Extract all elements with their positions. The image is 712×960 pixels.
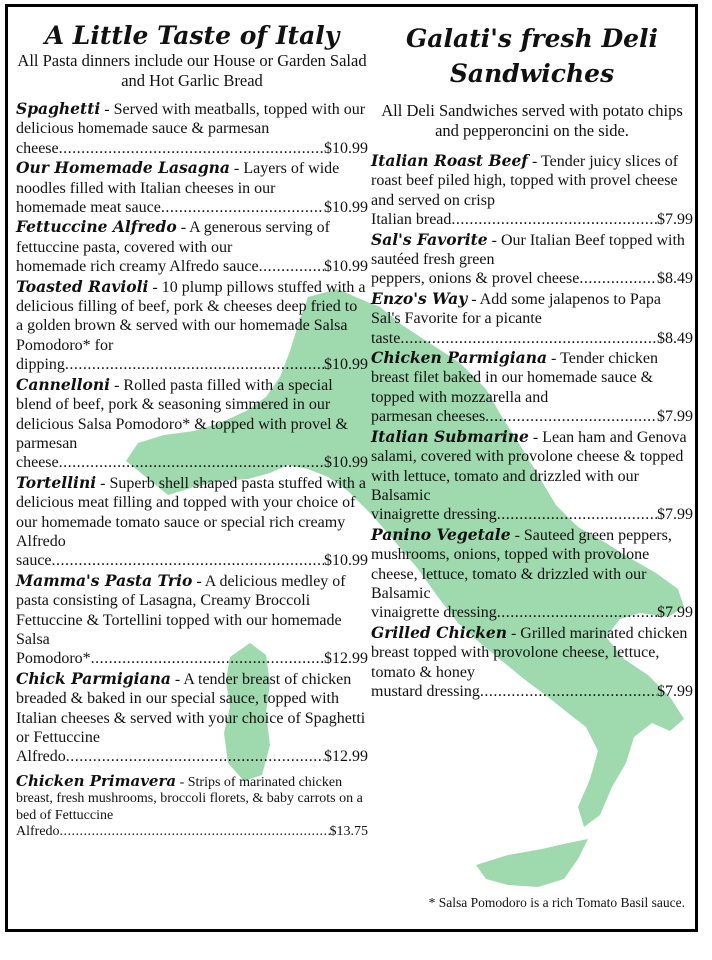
menu-frame: [5, 4, 698, 932]
item-description: - Sauteed green peppers, mushrooms, onions, topped with provolone cheese, lettuce, tomato & drizzled with our Balsamic: [371, 526, 672, 602]
dot-leader: [59, 453, 324, 472]
item-description-end: parmesan cheeses: [371, 408, 486, 426]
menu-item-chicken-primavera: [16, 773, 368, 841]
item-description: - Tender juicy slices of roast beef piled high, topped with provel cheese and served on crisp: [371, 153, 679, 209]
dot-leader: [497, 603, 657, 622]
dot-leader: [91, 649, 324, 668]
deli-section-intro: All Deli Sandwiches served with potato chips and pepperoncini on the side.: [381, 101, 683, 140]
deli-column: [371, 21, 693, 701]
item-description: - A delicious medley of pasta consisting of Lasagna, Creamy Broccoli Fettuccine & Tortellini topped with our homemade Salsa: [16, 572, 346, 648]
dot-leader: [480, 682, 657, 701]
dot-leader: [579, 269, 657, 288]
item-price: $12.99: [324, 748, 368, 766]
item-price: $7.99: [657, 506, 693, 524]
item-name: Toasted Ravioli: [16, 276, 149, 296]
item-price: $7.99: [657, 604, 693, 622]
dot-leader: [59, 139, 324, 158]
item-description: - Our Italian Beef topped with sautéed fresh green: [371, 231, 685, 269]
item-description-end: sauce: [16, 552, 52, 570]
menu-item-lasagna: [16, 158, 368, 217]
menu-item-grilled-chicken: [371, 623, 693, 702]
item-description-end: vinaigrette dressing: [371, 506, 497, 524]
item-description: - A tender breast of chicken breaded & baked in our special sauce, topped with Italian cheeses & served with your choice of Spaghetti or Fettuccine: [16, 670, 366, 746]
item-description-end: vinaigrette dressing: [371, 604, 497, 622]
item-price: $13.75: [329, 824, 368, 840]
dot-leader: [259, 257, 324, 276]
item-description: - Add some jalapenos to Papa Sal's Favorite for a picante: [371, 290, 661, 328]
item-price: $12.99: [324, 650, 368, 668]
item-price: $7.99: [657, 211, 693, 229]
item-description-end: homemade meat sauce: [16, 199, 161, 217]
menu-item-italian-roast-beef: [371, 151, 693, 230]
menu-item-cannelloni: [16, 375, 368, 473]
item-price: $10.99: [324, 454, 368, 472]
dot-leader: [52, 551, 324, 570]
item-name: Cannelloni: [16, 374, 111, 394]
menu-item-chicken-parmigiana: [371, 348, 693, 427]
item-name: Tortellini: [16, 472, 97, 492]
dot-leader: [400, 329, 657, 348]
menu-item-chick-parmigiana: [16, 669, 368, 767]
item-name: Spaghetti: [16, 99, 101, 118]
menu-item-toasted-ravioli: [16, 277, 368, 375]
item-description-end: Alfredo: [16, 824, 60, 840]
item-name: Italian Roast Beef: [371, 151, 528, 170]
menu-item-enzos-way: [371, 289, 693, 348]
dot-leader: [60, 824, 330, 841]
item-name: Our Homemade Lasagna: [16, 158, 230, 178]
item-description: - Superb shell shaped pasta stuffed with a delicious meat filling and topped with your choice of our homemade tomato sauce or special rich creamy Alfredo: [16, 474, 366, 550]
item-name: Mamma's Pasta Trio: [16, 570, 193, 590]
item-price: $10.99: [324, 258, 368, 276]
item-description: - Grilled marinated chicken breast topped with provolone cheese, lettuce, tomato & honey: [371, 624, 688, 681]
item-price: $10.99: [324, 356, 368, 374]
dot-leader: [497, 505, 657, 524]
item-name: Panino Vegetale: [371, 524, 511, 544]
item-description: - Tender chicken breast filet baked in our homemade sauce & topped with mozzarella and: [371, 350, 659, 406]
item-name: Chicken Primavera: [16, 771, 177, 790]
menu-item-panino-vegetale: [371, 525, 693, 623]
item-price: $10.99: [324, 139, 368, 157]
menu-item-spaghetti: [16, 99, 368, 158]
item-description-end: Alfredo: [16, 748, 66, 766]
item-name: Chicken Parmigiana: [371, 348, 548, 368]
item-description-end: cheese: [16, 139, 59, 157]
item-name: Fettuccine Alfredo: [16, 217, 177, 237]
item-description: - Lean ham and Genova salami, covered with provolone cheese & topped with lettuce, tomato and drizzled with our Balsamic: [371, 428, 687, 504]
item-name: Enzo's Way: [371, 288, 468, 308]
item-name: Grilled Chicken: [371, 622, 507, 642]
footnote: * Salsa Pomodoro is a rich Tomato Basil sauce.: [428, 895, 685, 910]
deli-section-title: Galati's fresh Deli Sandwiches: [405, 24, 659, 88]
item-name: Chick Parmigiana: [16, 668, 171, 688]
item-description-end: homemade rich creamy Alfredo sauce: [16, 258, 259, 276]
item-price: $7.99: [657, 408, 693, 426]
item-description-end: mustard dressing: [371, 682, 480, 700]
item-description: - A generous serving of fettuccine pasta, covered with our: [16, 219, 330, 256]
dot-leader: [65, 355, 324, 374]
item-price: $8.49: [657, 329, 693, 347]
item-description-end: Pomodoro*: [16, 650, 91, 668]
item-price: $7.99: [657, 682, 693, 700]
menu-item-tortellini: [16, 473, 368, 571]
item-description-end: cheese: [16, 454, 59, 472]
dot-leader: [485, 407, 657, 426]
item-description-end: taste: [371, 329, 401, 347]
menu-item-fettuccine-alfredo: [16, 217, 368, 276]
item-description: - Served with meatballs, topped with our delicious homemade sauce & parmesan: [16, 101, 366, 138]
item-price: $8.49: [657, 270, 693, 288]
item-description: - Rolled pasta filled with a special blend of beef, pork & seasoning simmered in our delicious Salsa Pomodoro* & topped with provel & parmesan: [16, 376, 348, 452]
menu-item-italian-submarine: [371, 427, 693, 525]
menu-item-sals-favorite: [371, 230, 693, 289]
menu-item-mammas-pasta-trio: [16, 571, 368, 669]
item-price: $10.99: [324, 552, 368, 570]
item-description-end: dipping: [16, 356, 65, 374]
item-description-end: Italian bread: [371, 211, 452, 229]
dot-leader: [161, 198, 324, 217]
item-description: - Layers of wide noodles filled with Italian cheeses in our: [16, 160, 340, 197]
dot-leader: [66, 747, 324, 766]
item-price: $10.99: [324, 199, 368, 217]
pasta-section-intro: All Pasta dinners include our House or Garden Salad and Hot Garlic Bread: [17, 51, 367, 90]
pasta-column: [16, 21, 368, 841]
item-description: - Strips of marinated chicken breast, fresh mushrooms, broccoli florets, & baby carrots on a bed of Fettuccine: [16, 774, 363, 823]
pasta-section-title: A Little Taste of Italy: [44, 21, 340, 50]
item-name: Italian Submarine: [371, 426, 529, 446]
sicily-island: [476, 839, 588, 887]
item-description: - 10 plump pillows stuffed with a delicious filling of beef, pork & cheeses deep fried to a golden brown & served with our homemade Salsa Pomodoro* for: [16, 278, 366, 354]
dot-leader: [451, 210, 657, 229]
item-description-end: peppers, onions & provel cheese: [371, 270, 580, 288]
item-name: Sal's Favorite: [371, 229, 488, 249]
